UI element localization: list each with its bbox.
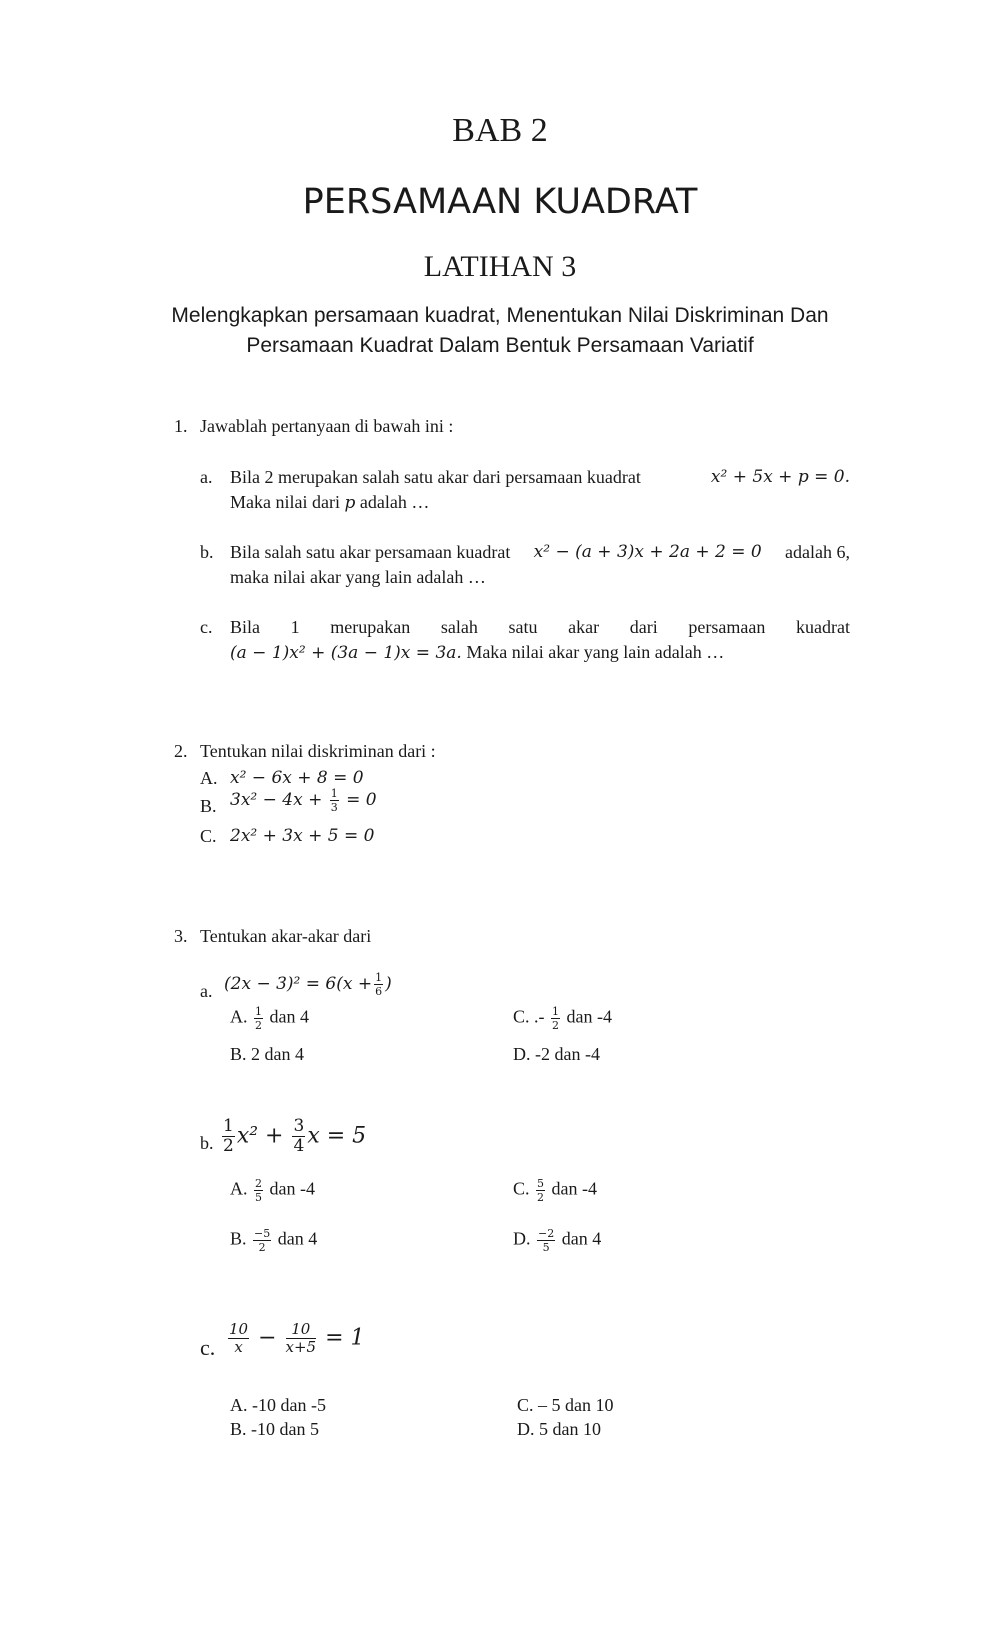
fraction: [536, 1178, 545, 1203]
option-label: D.: [513, 1228, 531, 1249]
option-text: dan -4: [566, 1006, 612, 1027]
option-c: [513, 1006, 612, 1031]
numerator: 1: [255, 1005, 262, 1018]
numerator: 2: [255, 1177, 262, 1190]
option-text: dan 4: [277, 1228, 318, 1249]
option-c: C. – 5 dan 10: [517, 1395, 614, 1415]
denominator: 2: [552, 1019, 559, 1032]
numerator: 10: [229, 1320, 249, 1338]
option-label: A.: [230, 1006, 248, 1027]
item-label: a.: [200, 467, 213, 487]
fraction: [254, 1006, 263, 1031]
numerator: 1: [375, 971, 383, 984]
question-number: 1.: [174, 416, 188, 436]
word: akar: [568, 617, 600, 637]
option-label: C.: [513, 1178, 530, 1199]
item-label: b.: [200, 542, 214, 562]
item-text: Bila salah satu akar persamaan kuadrat: [230, 542, 511, 562]
fraction: [551, 1006, 560, 1031]
option-label: B.: [200, 796, 217, 816]
word: salah: [440, 617, 478, 637]
item-text: Maka nilai dari: [230, 492, 340, 512]
item-label: c.: [200, 617, 213, 637]
option-text: dan -4: [551, 1178, 597, 1199]
item-text: maka nilai akar yang lain adalah …: [230, 567, 486, 587]
item-text: adalah …: [359, 492, 430, 512]
numerator: 10: [286, 1322, 317, 1339]
denominator: 5: [542, 1241, 550, 1254]
denominator: 6: [375, 985, 383, 998]
equation-part: −: [258, 1325, 277, 1351]
word: persamaan: [688, 617, 766, 637]
word: kuadrat: [796, 617, 850, 637]
word: 1: [290, 617, 300, 637]
page-title: PERSAMAAN KUADRAT: [302, 182, 698, 222]
equation: x² − 6x + 8 = 0: [230, 768, 364, 788]
option-label: B.: [230, 1228, 247, 1249]
word: Bila: [230, 617, 260, 637]
denominator: 2: [258, 1241, 266, 1254]
equation-with-fraction: [230, 788, 377, 813]
option-b: B. 2 dan 4: [230, 1044, 304, 1064]
equation-part: x = 5: [307, 1123, 367, 1149]
item-1c-line1: [230, 617, 850, 638]
equation-part: 3x² − 4x +: [230, 790, 323, 810]
fraction: [292, 1118, 305, 1155]
option-b: [230, 1228, 317, 1253]
item-1a-line2: [230, 492, 429, 513]
word: merupakan: [330, 617, 411, 637]
denominator: 3: [330, 801, 338, 814]
equation-part: = 1: [325, 1325, 365, 1351]
denominator: 2: [537, 1191, 545, 1204]
question-prompt: Jawablah pertanyaan di bawah ini :: [200, 416, 454, 436]
question-prompt: Tentukan akar-akar dari: [200, 926, 372, 946]
denominator: 4: [293, 1136, 305, 1156]
fraction: [330, 788, 339, 813]
denominator: 2: [255, 1019, 262, 1032]
equation-with-fraction: [220, 1118, 366, 1155]
denominator: 2: [223, 1136, 234, 1156]
question-number: 2.: [174, 741, 188, 761]
option-b: B. -10 dan 5: [230, 1419, 319, 1439]
fraction: [253, 1228, 271, 1253]
fraction: [228, 1322, 249, 1355]
option-a: A. -10 dan -5: [230, 1395, 326, 1415]
equation: x² + 5x + p = 0.: [710, 467, 850, 487]
equation: 2x² + 3x + 5 = 0: [230, 826, 375, 846]
word: satu: [508, 617, 538, 637]
numerator: 5: [537, 1177, 545, 1190]
item-label: c.: [200, 1335, 216, 1360]
option-d: [513, 1228, 601, 1253]
item-1b-line1: [230, 542, 850, 563]
question-prompt: Tentukan nilai diskriminan dari :: [200, 741, 436, 761]
denominator: 5: [255, 1191, 262, 1204]
equation-part: = 0: [346, 790, 377, 810]
equation: (a − 1)x² + (3a − 1)x = 3a.: [230, 643, 462, 663]
numerator: 1: [552, 1005, 559, 1018]
fraction: [222, 1118, 235, 1155]
denominator: x: [234, 1338, 243, 1356]
subtitle-line-2: Persamaan Kuadrat Dalam Bentuk Persamaan Variatif: [246, 334, 754, 357]
option-label: A.: [200, 768, 218, 788]
item-text: adalah 6,: [785, 542, 850, 562]
option-text: dan -4: [269, 1178, 315, 1199]
fraction: [286, 1322, 317, 1355]
equation: x² − (a + 3)x + 2a + 2 = 0: [533, 542, 762, 562]
option-label: A.: [230, 1178, 248, 1199]
numerator: 3: [293, 1116, 305, 1136]
item-text: Maka nilai akar yang lain adalah …: [466, 642, 725, 662]
item-label: a.: [200, 981, 213, 1001]
numerator: −5: [254, 1227, 271, 1240]
option-text: dan 4: [269, 1006, 309, 1027]
item-label: b.: [200, 1133, 214, 1153]
item-1a-line1: [230, 467, 850, 488]
option-d: D. -2 dan -4: [513, 1044, 600, 1064]
question-number: 3.: [174, 926, 188, 946]
numerator: −2: [538, 1227, 555, 1240]
word: dari: [629, 617, 658, 637]
numerator: 1: [223, 1116, 234, 1136]
equation-with-fraction: [224, 972, 392, 997]
option-d: D. 5 dan 10: [517, 1419, 601, 1439]
option-a: [230, 1178, 315, 1203]
exercise-heading: LATIHAN 3: [423, 250, 577, 283]
equation-part: (2x − 3)² = 6(x +: [224, 974, 373, 994]
item-1c-line2: [230, 642, 724, 663]
equation-part: x² +: [236, 1123, 284, 1149]
equation-part: ): [385, 974, 392, 994]
option-c: [513, 1178, 597, 1203]
chapter-heading: BAB 2: [452, 112, 548, 149]
option-label: C.: [200, 826, 217, 846]
subtitle-line-1: Melengkapkan persamaan kuadrat, Menentukan Nilai Diskriminan Dan: [171, 304, 829, 327]
option-a: [230, 1006, 309, 1031]
fraction: [374, 972, 383, 997]
denominator: x+5: [285, 1338, 317, 1356]
option-label: C. .-: [513, 1006, 545, 1027]
fraction: [537, 1228, 555, 1253]
fraction: [254, 1178, 263, 1203]
numerator: 1: [330, 787, 338, 800]
equation-with-fraction: [226, 1322, 365, 1355]
option-text: dan 4: [561, 1228, 602, 1249]
item-text: Bila 2 merupakan salah satu akar dari persamaan kuadrat: [230, 467, 641, 487]
variable: p: [344, 493, 356, 513]
